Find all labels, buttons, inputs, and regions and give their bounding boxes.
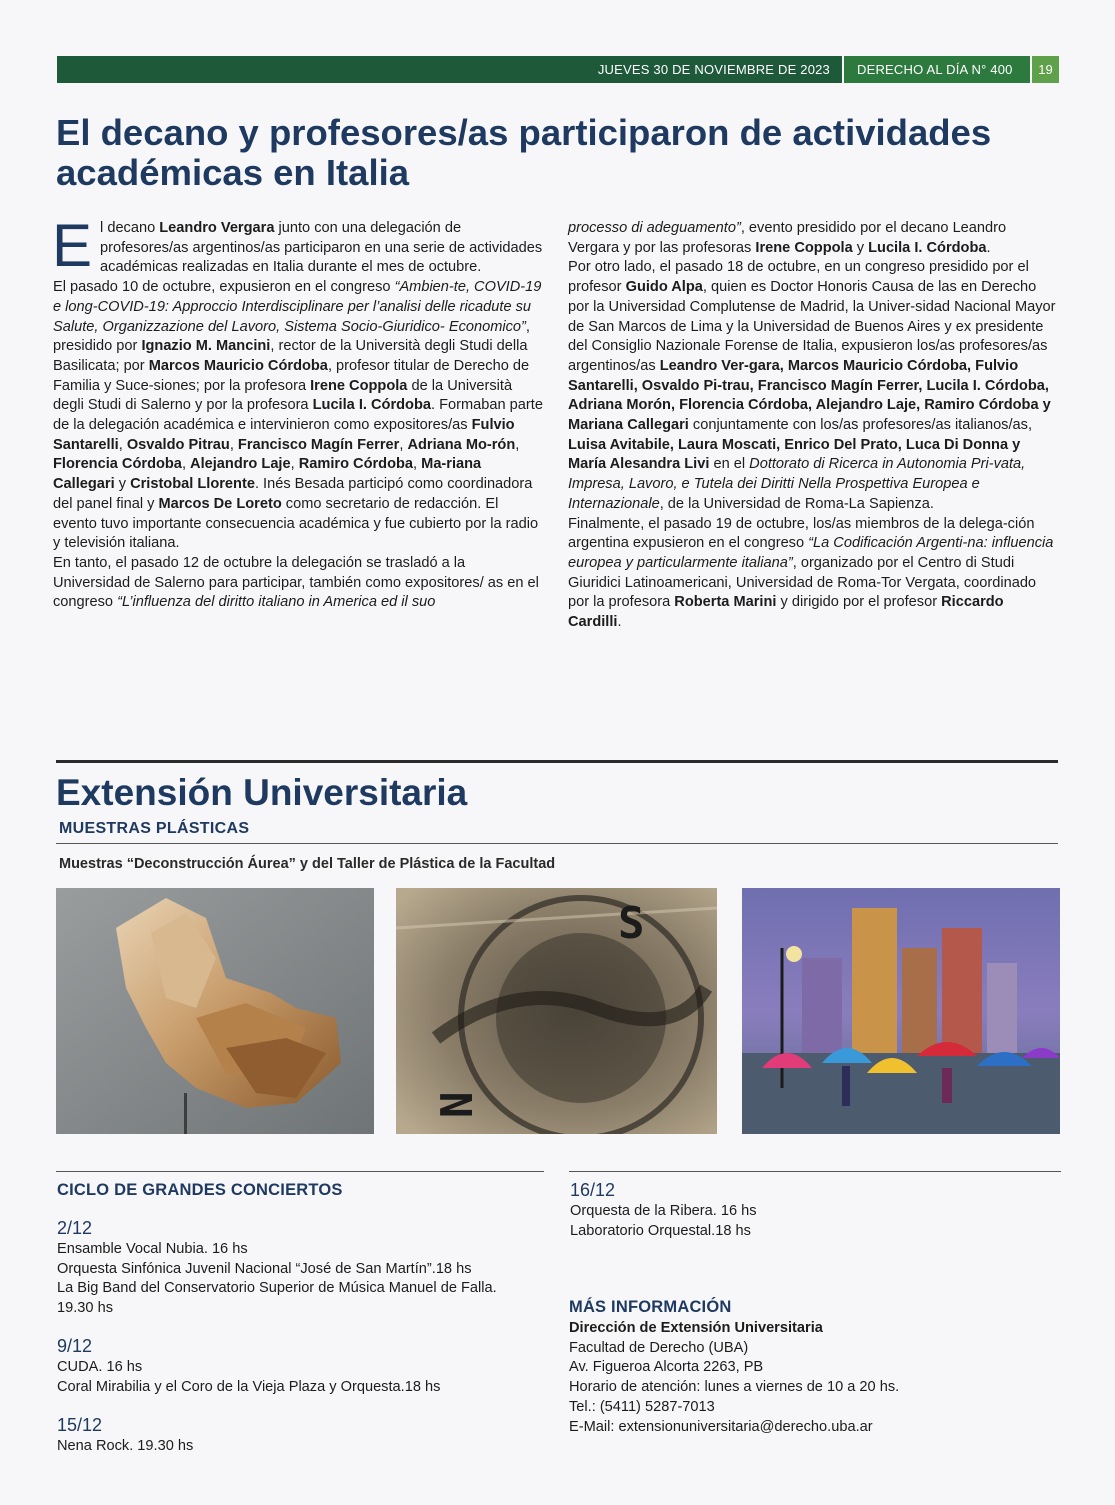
article-paragraph: El pasado 10 de octubre, expusieron en el congreso “Ambien-te, COVID-19 e long-COVID-19: Approccio Interdisciplinare per l’analisi delle ricadute su Salute, Organizzazione del Lavoro, Sistema Socio-Giuridico- Economico”, presidido por Ignazio M. Mancini, rector de la Università degli Studi della Basilicata; por Marcos Mauricio Córdoba, profesor titular de Derecho de Familia y Suce-siones; por la profesora Irene Coppola de la Università degli Studi di Salerno y por la profesora Lucila I. Córdoba. Formaban parte de la delegación académica e intervinieron como expositores/as Fulvio Santarelli, Osvaldo Pitrau, Francisco Magín Ferrer, Adriana Mo-rón, Florencia Córdoba, Alejandro Laje, Ramiro Córdoba, Ma-riana Callegari y Cristobal Llorente. Inés Besada participó como coordinadora del panel final y Marcos De Loreto como secretario de redacción. El evento tuvo importante consecuencia académica y fue cubierto por la radio y televisión italiana. xyxy=(53,279,543,552)
contact-info xyxy=(569,1319,1059,1437)
concert-date: 15/12 xyxy=(57,1415,103,1435)
info-phone xyxy=(569,1398,1059,1418)
svg-text:N: N xyxy=(432,1091,483,1118)
info-email[interactable]: E-Mail: extensionuniversitaria@derecho.uba.ar xyxy=(569,1418,873,1435)
article-paragraph: En tanto, el pasado 12 de octubre la delegación se trasladó a la Universidad de Salerno para participar, también como expositores/ as en el congreso “L’influenza del diritto italiano in America ed il suo xyxy=(53,554,539,611)
concert-date: 2/12 xyxy=(57,1218,93,1238)
concert-date-block xyxy=(570,1179,1058,1241)
info-faculty: Facultad de Derecho (UBA) xyxy=(569,1339,749,1356)
concerts-heading: CICLO DE GRANDES CONCIERTOS xyxy=(57,1181,343,1199)
subsection-title: MUESTRAS PLÁSTICAS xyxy=(59,820,250,837)
info-phone-label: Tel.: xyxy=(569,1398,596,1415)
concert-line: Orquesta de la Ribera. 16 hs xyxy=(570,1203,757,1219)
publication-name: DERECHO AL DÍA N° 400 xyxy=(844,56,1030,83)
article-column-left xyxy=(52,212,543,613)
concert-line: Orquesta Sinfónica Juvenil Nacional “José de San Martín”.18 hs xyxy=(57,1260,472,1277)
dropcap: E xyxy=(52,212,93,279)
concert-date: 9/12 xyxy=(57,1336,93,1356)
section-divider xyxy=(56,760,1058,763)
article-paragraph: Por otro lado, el pasado 18 de octubre, en un congreso presidido por el profesor Guido Alpa, quien es Doctor Honoris Causa de las en Derecho por la Universidad Complutense de Madrid, la Univer-sidad Nacional Mayor de San Marcos de Lima y la Universidad de Buenos Aires y ex presidente del Consiglio Nazionale Forense de Italia, expusieron los/as profesores/as argentinos/as Leandro Ver-gara, Marcos Mauricio Córdoba, Fulvio Santarelli, Osvaldo Pi-trau, Francisco Magín Ferrer, Lucila I. Córdoba, Adriana Morón, Florencia Córdoba, Alejandro Laje, Ramiro Córdoba y Mariana Callegari conjuntamente con los/as profesores/as italianos/as, Luisa Avitabile, Laura Moscati, Enrico Del Prato, Luca Di Donna y María Alesandra Livi en el Dottorato di Ricerca in Autonomia Pri-vata, Impresa, Lavoro, e Tutela dei Diritti Nella Prospettiva Europea e Internazionale, de la Universidad de Roma-La Sapienza. xyxy=(568,259,1056,512)
info-hours: Horario de atención: lunes a viernes de 10 a 20 hs. xyxy=(569,1379,900,1396)
concert-date-block xyxy=(57,1414,545,1457)
info-phone-number: (5411) 5287-7013 xyxy=(595,1398,715,1415)
umbrella-city-painting-image xyxy=(742,888,1060,1134)
concert-line: La Big Band del Conservatorio Superior de Música Manuel de Falla. xyxy=(57,1280,497,1297)
concert-line: Laboratorio Orquestal.18 hs xyxy=(570,1222,751,1239)
page-number: 19 xyxy=(1032,56,1059,83)
concert-line: Ensamble Vocal Nubia. 16 hs xyxy=(57,1241,248,1257)
article-paragraph: processo di adeguamento”, evento presidido por el decano Leandro Vergara y por las profesoras Irene Coppola y Lucila I. Córdoba. xyxy=(568,220,1007,256)
concert-line: Coral Mirabilia y el Coro de la Vieja Plaza y Orquesta.18 hs xyxy=(57,1378,441,1395)
concert-date-block xyxy=(57,1217,545,1319)
article-title xyxy=(56,113,1066,193)
info-address: Av. Figueroa Alcorta 2263, PB xyxy=(569,1359,764,1376)
info-org: Dirección de Extensión Universitaria xyxy=(569,1320,823,1336)
wood-sculpture-image xyxy=(56,888,374,1134)
header-bar xyxy=(57,56,1059,83)
concert-date-block xyxy=(57,1335,545,1397)
concert-date: 16/12 xyxy=(570,1180,616,1200)
article-paragraph: Finalmente, el pasado 19 de octubre, los/as miembros de la delega-ción argentina expusieron en el congreso “La Codificación Argenti-na: influencia europea y particularmente italiana”, organizado por el Centro di Studi Giuridici Latinoamericani, Universidad de Roma-Tor Vergata, coordinado por la profesora Roberta Marini y dirigido por el profesor Riccardo Cardilli. xyxy=(568,515,1054,631)
section-title: Extensión Universitaria xyxy=(56,772,468,813)
concert-line: CUDA. 16 hs xyxy=(57,1359,143,1375)
subsection-divider xyxy=(56,843,1058,844)
article-title-line2: académicas en Italia xyxy=(56,152,410,193)
concert-line: Nena Rock. 19.30 hs xyxy=(57,1438,194,1454)
concerts-divider xyxy=(56,1171,544,1172)
info-heading: MÁS INFORMACIÓN xyxy=(569,1298,732,1316)
article-paragraph: El decano Leandro Vergara junto con una delegación de profesores/as argentinos/as participaron en una serie de actividades académicas realizadas en Italia durante el mes de octubre. xyxy=(52,212,543,279)
info-divider xyxy=(569,1171,1061,1172)
issue-date: JUEVES 30 DE NOVIEMBRE DE 2023 xyxy=(57,56,842,83)
article-column-right xyxy=(568,219,1058,633)
abstract-painting-image xyxy=(396,888,717,1134)
svg-text:S: S xyxy=(618,898,645,949)
exhibition-caption: Muestras “Deconstrucción Áurea” y del Taller de Plástica de la Facultad xyxy=(59,856,556,872)
article-title-line1: El decano y profesores/as participaron de actividades xyxy=(56,112,992,153)
concert-line: 19.30 hs xyxy=(57,1300,113,1317)
